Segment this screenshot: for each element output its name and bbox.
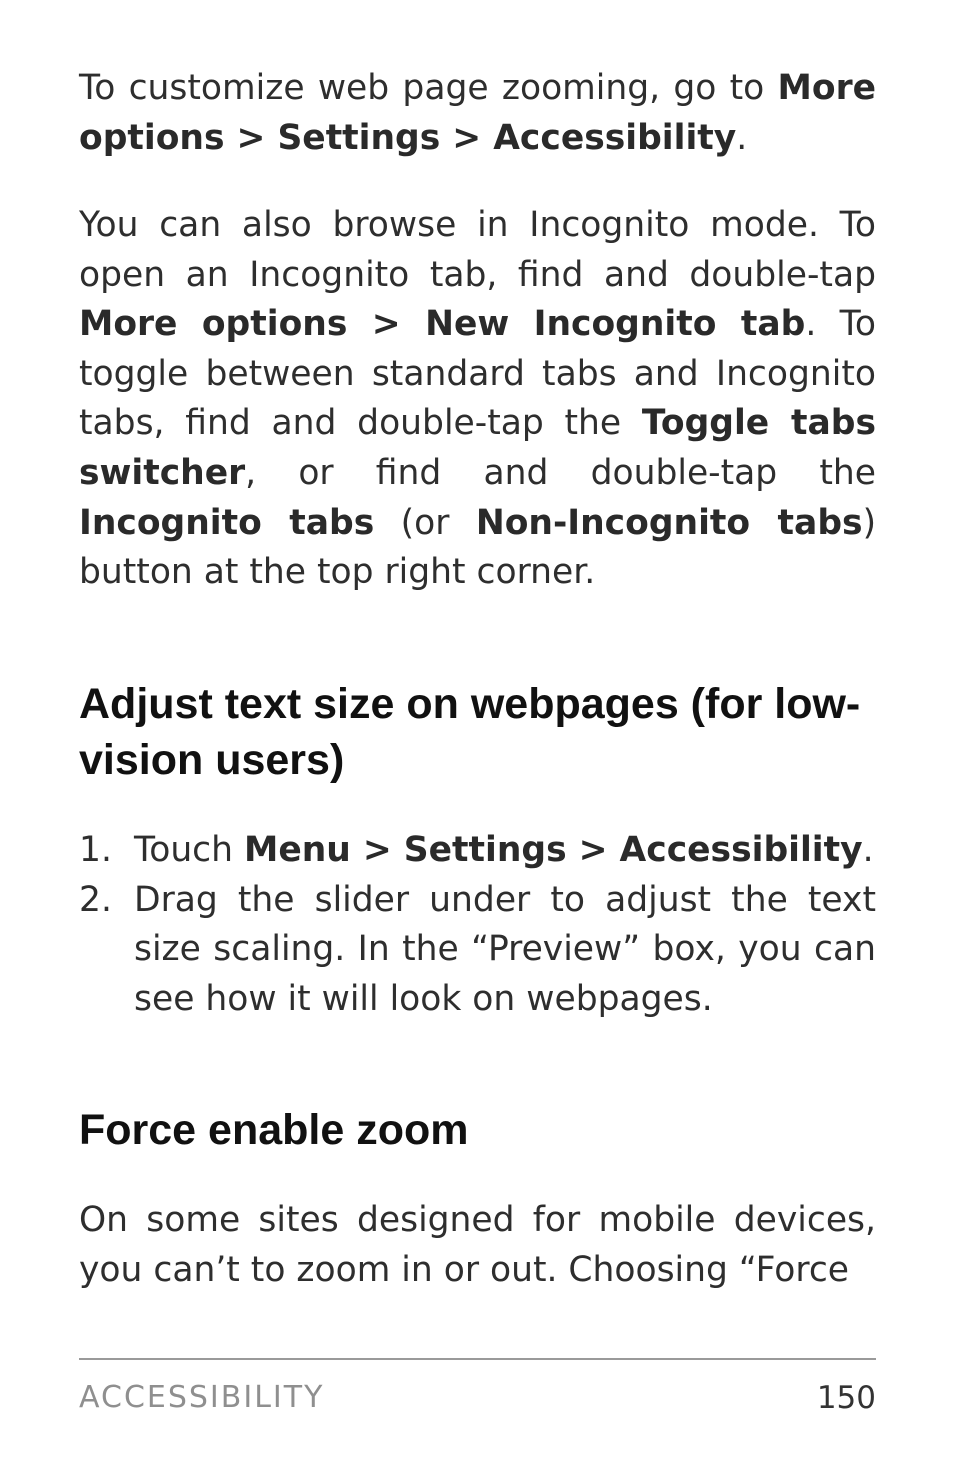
step-number: 2. xyxy=(79,879,112,920)
step-number: 1. xyxy=(79,830,112,870)
text-run: You can also browse in Incognito mode. To open an Incognito tab, find and double-tap xyxy=(79,205,876,295)
text-run: . xyxy=(862,830,874,870)
text-run: To customize web page zooming, go to xyxy=(79,68,778,108)
intro-zoom-paragraph xyxy=(79,64,876,163)
text-run: (or xyxy=(374,502,476,543)
text-run: . xyxy=(736,117,748,158)
force-zoom-paragraph: On some sites designed for mobile devices, you can’t to zoom in or out. Choosing “Force xyxy=(79,1200,876,1290)
menu-path-zoom: More options > Settings > Accessibility xyxy=(79,68,876,158)
footer-section-label: ACCESSIBILITY xyxy=(79,1380,325,1415)
document-page xyxy=(79,0,876,1471)
text-run: . To toggle between standard tabs and Incognito tabs, find and double-tap the xyxy=(79,304,876,444)
non-incognito-tabs-term: Non-Incognito tabs xyxy=(475,502,863,543)
section-heading-force-enable-zoom: Force enable zoom xyxy=(79,1106,469,1154)
menu-path-incognito: More options > New Incognito tab xyxy=(79,304,806,345)
step-text xyxy=(134,826,876,876)
adjust-steps-list xyxy=(79,826,876,1024)
section-heading-adjust-text-size: Adjust text size on webpages (for low-vision users) xyxy=(79,680,861,784)
incognito-tabs-term: Incognito tabs xyxy=(79,502,375,543)
list-item xyxy=(79,826,876,876)
text-run: Touch xyxy=(134,830,244,870)
step-text: Drag the slider under to adjust the text size scaling. In the “Preview” box, you can see how it will look on webpages. xyxy=(134,879,876,1019)
toggle-tabs-switcher-term: Toggle tabs switcher xyxy=(79,403,876,493)
footer-divider xyxy=(79,1358,876,1360)
text-run: , or find and double-tap the xyxy=(245,452,876,493)
incognito-paragraph xyxy=(79,201,876,598)
menu-path-accessibility: Menu > Settings > Accessibility xyxy=(244,830,863,870)
footer-page-number: 150 xyxy=(816,1380,876,1416)
list-item xyxy=(79,876,876,1025)
text-run: ) button at the top right corner. xyxy=(79,502,877,593)
